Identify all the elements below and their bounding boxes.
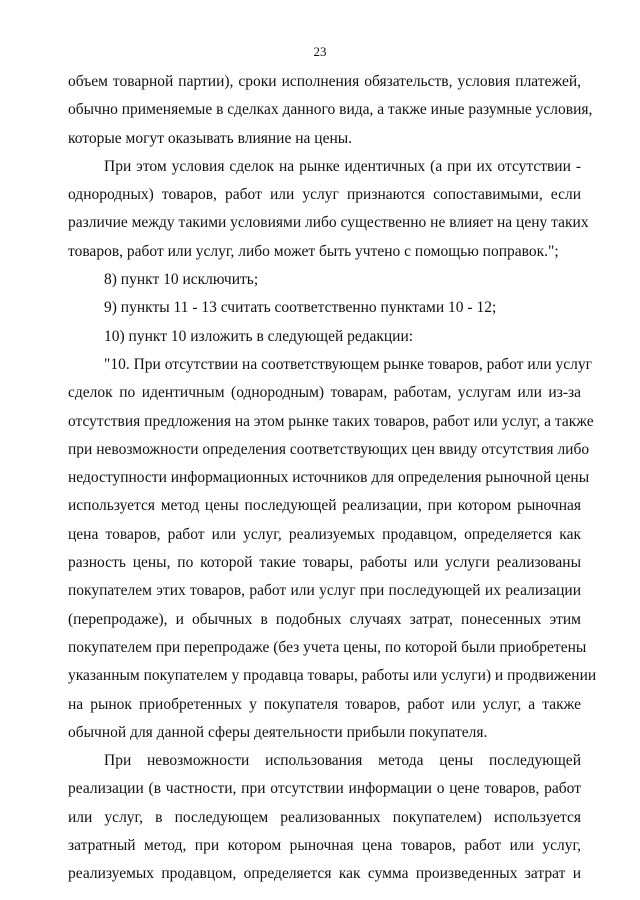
text-line: различие между такими условиями либо существенно не влияет на цену таких (68, 214, 589, 232)
text-line: (перепродаже), и обычных в подобных случаях затрат, понесенных этим (68, 610, 581, 628)
text-line: сделок по идентичным (однородным) товарам, работам, услугам или из-за (68, 384, 581, 402)
text-line: на рынок приобретенных у покупателя товаров, работ или услуг, а также (68, 695, 581, 713)
text-line: указанным покупателем у продавца товары, работы или услуги) и продвижении (68, 667, 597, 685)
text-line: товаров, работ или услуг, либо может быть учтено с помощью поправок."; (68, 242, 559, 260)
text-line: обычно применяемые в сделках данного вида, а также иные разумные условия, (68, 101, 593, 119)
text-line: реализации (в частности, при отсутствии информации о цене товаров, работ (68, 780, 581, 798)
text-line: При этом условия сделок на рынке идентичных (а при их отсутствии - (104, 157, 581, 175)
text-line: отсутствия предложения на этом рынке таких товаров, работ или услуг, а также (68, 412, 594, 430)
text-line: используется метод цены последующей реализации, при котором рыночная (68, 497, 581, 515)
text-line: "10. При отсутствии на соответствующем рынке товаров, работ или услуг (104, 355, 592, 373)
text-line: однородных) товаров, работ или услуг признаются сопоставимыми, если (68, 186, 581, 204)
text-line: 8) пункт 10 исключить; (104, 271, 259, 289)
text-line: недоступности информационных источников для определения рыночной цены (68, 469, 590, 487)
text-line: или услуг, в последующем реализованных покупателем) используется (68, 808, 581, 826)
text-line: цена товаров, работ или услуг, реализуемых продавцом, определяется как (68, 525, 581, 543)
text-line: объем товарной партии), сроки исполнения обязательств, условия платежей, (68, 73, 581, 90)
text-line: при невозможности определения соответствующих цен ввиду отсутствия либо (68, 440, 590, 458)
text-line: При невозможности использования метода цены последующей (104, 752, 581, 770)
page-number: 23 (313, 44, 327, 59)
text-line: реализуемых продавцом, определяется как сумма произведенных затрат и (68, 865, 581, 883)
text-line: 9) пункты 11 - 13 считать соответственно пунктами 10 - 12; (104, 299, 497, 317)
text-line: покупателем этих товаров, работ или услуг при последующей их реализации (68, 582, 581, 600)
text-line: обычной для данной сферы деятельности прибыли покупателя. (68, 723, 488, 741)
text-line: затратный метод, при котором рыночная цена товаров, работ или услуг, (68, 837, 581, 855)
text-line: разность цены, по которой такие товары, работы или услуги реализованы (68, 554, 581, 572)
text-line: 10) пункт 10 изложить в следующей редакции: (104, 327, 414, 345)
text-line: покупателем при перепродаже (без учета цены, по которой были приобретены (68, 638, 587, 656)
document-body (68, 68, 597, 889)
text-line: которые могут оказывать влияние на цены. (68, 129, 353, 147)
